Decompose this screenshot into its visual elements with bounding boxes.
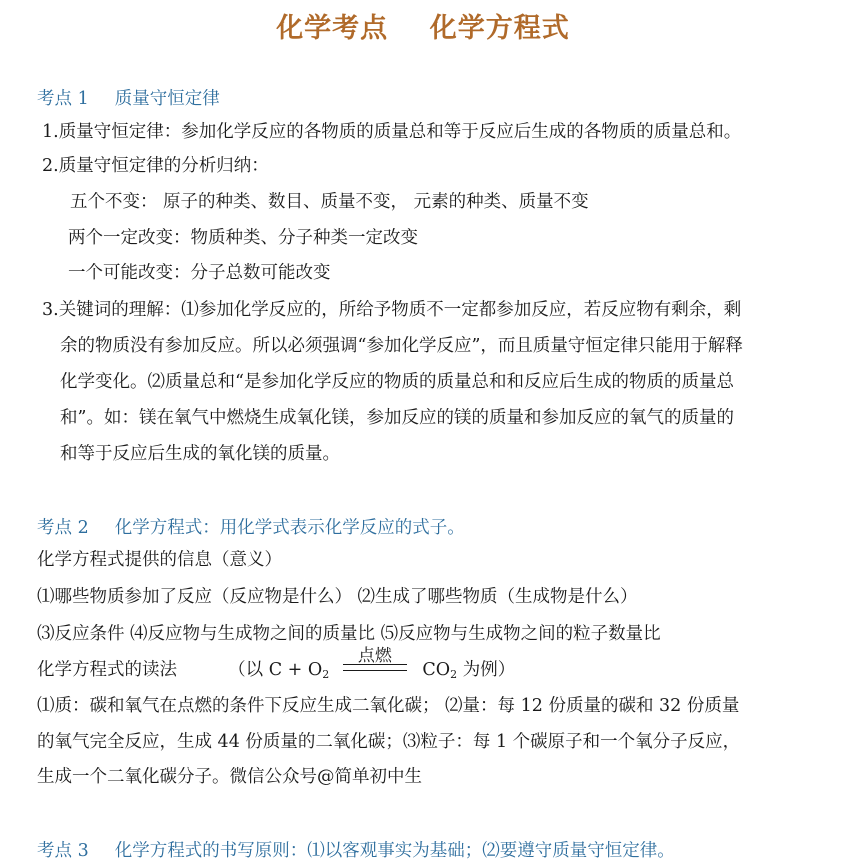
s2-line-2: ⑴哪些物质参加了反应（反应物是什么） ⑵生成了哪些物质（生成物是什么） xyxy=(37,587,638,607)
s1-line-2: 2.质量守恒定律的分析归纳： xyxy=(42,156,269,176)
s1-line-9: 和”。如：镁在氧气中燃烧生成氧化镁，参加反应的镁的质量和参加反应的氧气的质量的 xyxy=(60,408,734,428)
section2-number: 考点 2 xyxy=(37,518,89,538)
section3-number: 考点 3 xyxy=(37,841,89,861)
double-line-icon xyxy=(343,664,407,671)
s2-line-5: 的氧气完全反应，生成 44 份质量的二氧化碳；⑶粒子：每 1 个碳原子和一个氧分子反应， xyxy=(37,732,741,752)
equation-reactants: （以 C + O xyxy=(228,660,323,680)
s1-line-6: 3.关键词的理解：⑴参加化学反应的，所给予物质不一定都参加反应，若反应物有剩余，剩 xyxy=(42,300,742,320)
section3-heading xyxy=(37,837,675,862)
s2-line-6: 生成一个二氧化碳分子。微信公众号@简单初中生 xyxy=(37,767,422,787)
section1-title: 质量守恒定律 xyxy=(114,89,220,109)
equation-reading-line xyxy=(37,646,516,681)
equation-product: CO xyxy=(422,660,451,680)
section2-title: 化学方程式：用化学式表示化学反应的式子。 xyxy=(114,518,465,538)
section2-heading xyxy=(37,514,465,539)
reaction-arrow xyxy=(339,646,411,675)
s1-line-7: 余的物质没有参加反应。所以必须强调“参加化学反应”，而且质量守恒定律只能用于解释 xyxy=(60,336,743,356)
s1-line-3: 五个不变： 原子的种类、数目、质量不变， 元素的种类、质量不变 xyxy=(70,192,589,212)
reaction-condition: 点燃 xyxy=(357,646,392,666)
s2-line-1: 化学方程式提供的信息（意义） xyxy=(37,550,282,570)
s2-line-4: ⑴质：碳和氧气在点燃的条件下反应生成二氧化碳； ⑵量：每 12 份质量的碳和 32 份质量 xyxy=(37,696,740,716)
section3-title: 化学方程式的书写原则：⑴以客观事实为基础；⑵要遵守质量守恒定律。 xyxy=(114,841,675,861)
section1-number: 考点 1 xyxy=(37,89,89,109)
s1-line-8: 化学变化。⑵质量总和“是参加化学反应的物质的质量总和和反应后生成的物质的质量总 xyxy=(60,372,734,392)
s2-line-3: ⑶反应条件 ⑷反应物与生成物之间的质量比 ⑸反应物与生成物之间的粒子数量比 xyxy=(37,624,661,644)
page-title: 化学考点 化学方程式 xyxy=(276,13,570,44)
o2-subscript: 2 xyxy=(322,668,330,681)
section1-heading xyxy=(37,85,220,110)
s1-line-4: 两个一定改变：物质种类、分子种类一定改变 xyxy=(68,228,418,248)
reading-label: 化学方程式的读法 xyxy=(37,660,177,680)
co2-subscript: 2 xyxy=(450,668,458,681)
s1-line-5: 一个可能改变：分子总数可能改变 xyxy=(68,263,331,283)
s1-line-10: 和等于反应后生成的氧化镁的质量。 xyxy=(60,444,340,464)
s1-line-1: 1.质量守恒定律：参加化学反应的各物质的质量总和等于反应后生成的各物质的质量总和。 xyxy=(42,122,742,142)
equation-close: 为例） xyxy=(457,660,516,680)
